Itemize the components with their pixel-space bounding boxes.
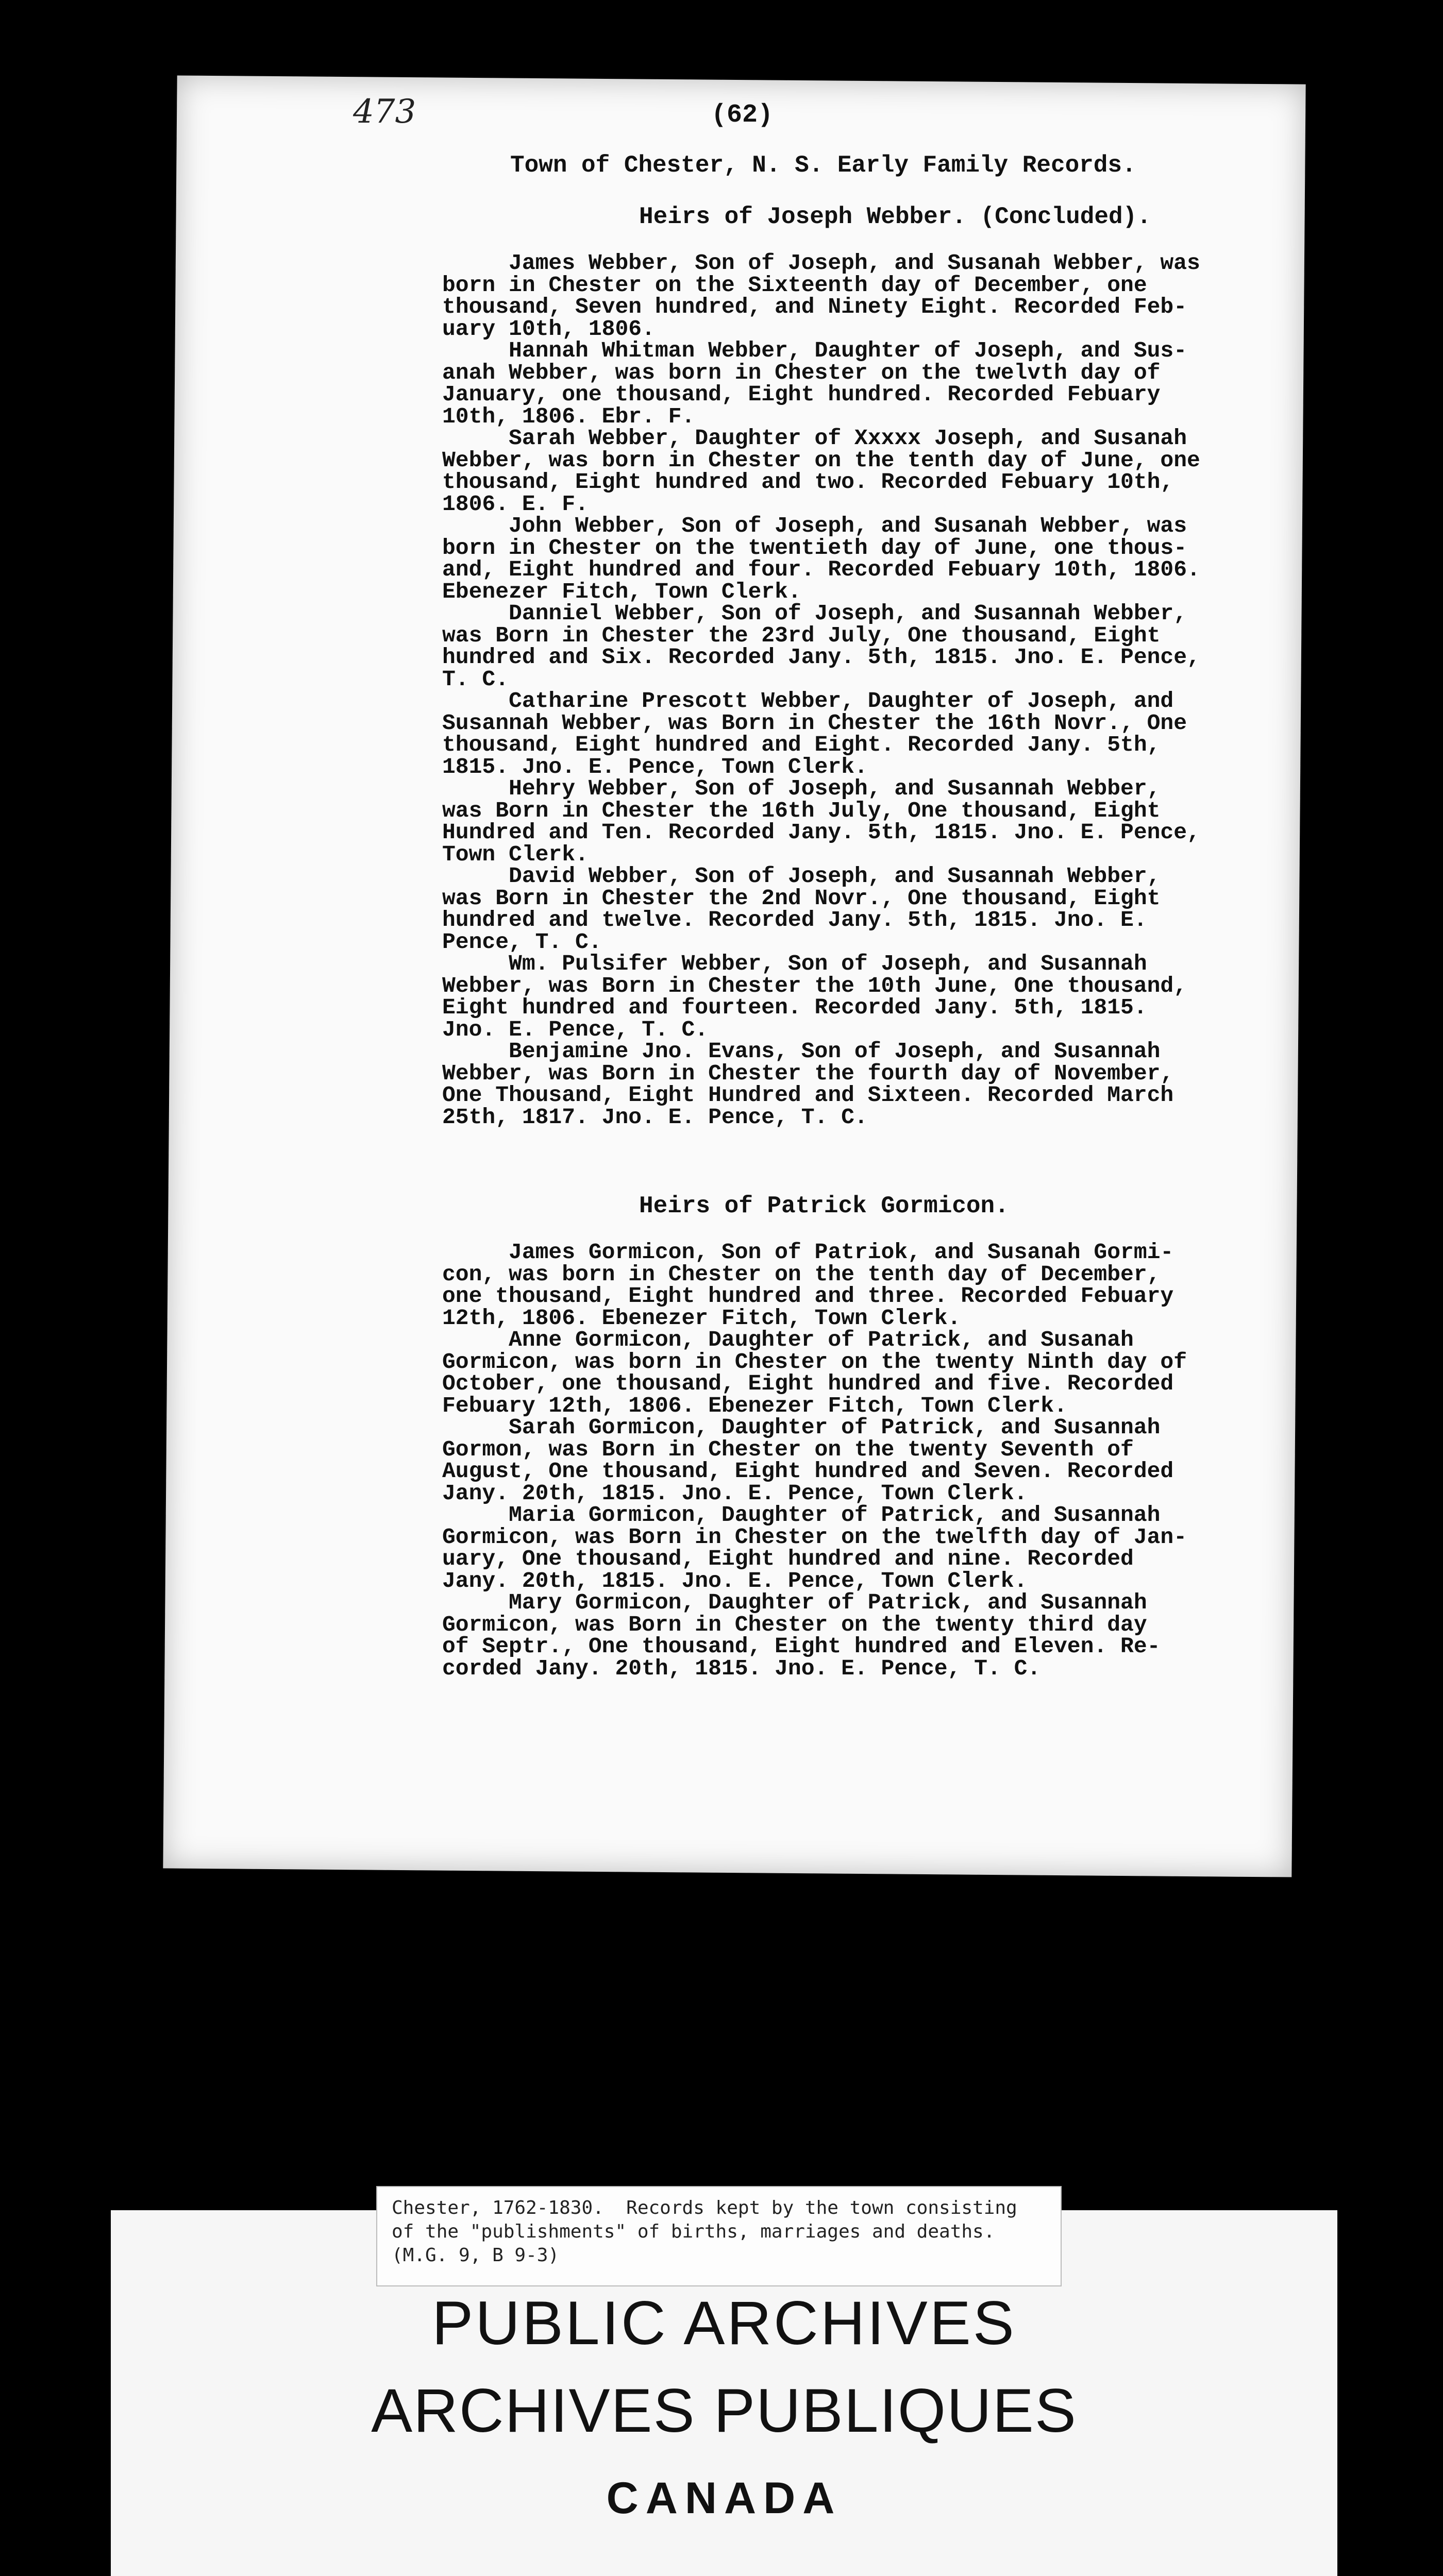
record-line: hundred and Six. Recorded Jany. 5th, 1815. Jno. E. Pence, bbox=[442, 645, 1200, 670]
record-line: 25th, 1817. Jno. E. Pence, T. C. bbox=[442, 1104, 868, 1130]
archive-description-note bbox=[376, 2186, 1062, 2286]
record-line: born in Chester on the twentieth day of June, one thous- bbox=[442, 535, 1187, 561]
record-line: Jany. 20th, 1815. Jno. E. Pence, Town Clerk. bbox=[442, 1568, 1028, 1594]
record-line: was Born in Chester the 16th July, One thousand, Eight bbox=[442, 798, 1161, 823]
record-line: Mary Gormicon, Daughter of Patrick, and Susannah bbox=[442, 1590, 1147, 1615]
record-line: uary 10th, 1806. bbox=[442, 316, 655, 342]
record-line: October, one thousand, Eight hundred and five. Recorded bbox=[442, 1371, 1174, 1396]
record-line: T. C. bbox=[442, 666, 509, 692]
record-line: 10th, 1806. Ebr. F. bbox=[442, 403, 695, 429]
page-number: (62) bbox=[711, 100, 774, 130]
record-line: Webber, was Born in Chester the fourth day of November, bbox=[442, 1060, 1174, 1086]
webber-records bbox=[442, 252, 1236, 1128]
record-line: 1815. Jno. E. Pence, Town Clerk. bbox=[442, 754, 868, 779]
record-line: Sarah Webber, Daughter of Xxxxx Joseph, and Susanah bbox=[442, 426, 1187, 451]
section-heading-gormicon: Heirs of Patrick Gormicon. bbox=[639, 1193, 1009, 1219]
record-line: Jno. E. Pence, T. C. bbox=[442, 1016, 709, 1042]
section-heading-webber: Heirs of Joseph Webber. (Concluded). bbox=[639, 204, 1151, 230]
record-line: January, one thousand, Eight hundred. Recorded Febuary bbox=[442, 382, 1161, 407]
record-line: Febuary 12th, 1806. Ebenezer Fitch, Town Clerk. bbox=[442, 1393, 1067, 1418]
record-line: Benjamine Jno. Evans, Son of Joseph, and Susannah bbox=[442, 1039, 1161, 1064]
archive-note-line: Chester, 1762-1830. Records kept by the town consisting bbox=[392, 2197, 1017, 2218]
record-line: born in Chester on the Sixteenth day of December, one bbox=[442, 272, 1147, 298]
record-line: was Born in Chester the 23rd July, One thousand, Eight bbox=[442, 622, 1161, 648]
record-line: Ebenezer Fitch, Town Clerk. bbox=[442, 579, 801, 604]
record-line: hundred and twelve. Recorded Jany. 5th, 1815. Jno. E. bbox=[442, 907, 1147, 933]
record-line: Hannah Whitman Webber, Daughter of Joseph, and Sus- bbox=[442, 338, 1187, 363]
record-line: James Gormicon, Son of Patriok, and Susanah Gormi- bbox=[442, 1240, 1174, 1265]
record-line: Catharine Prescott Webber, Daughter of Joseph, and bbox=[442, 688, 1174, 714]
record-line: Eight hundred and fourteen. Recorded Jany. 5th, 1815. bbox=[442, 995, 1147, 1020]
record-line: 1806. E. F. bbox=[442, 491, 589, 517]
record-line: Gormon, was Born in Chester on the twenty Seventh of bbox=[442, 1436, 1134, 1462]
record-line: August, One thousand, Eight hundred and Seven. Recorded bbox=[442, 1459, 1174, 1484]
record-line: Anne Gormicon, Daughter of Patrick, and Susanah bbox=[442, 1327, 1134, 1352]
record-line: Susannah Webber, was Born in Chester the 16th Novr., One bbox=[442, 710, 1187, 736]
record-line: Jany. 20th, 1815. Jno. E. Pence, Town Clerk. bbox=[442, 1480, 1028, 1506]
record-line: one thousand, Eight hundred and three. Recorded Febuary bbox=[442, 1283, 1174, 1309]
record-line: con, was born in Chester on the tenth day of December, bbox=[442, 1261, 1161, 1287]
record-line: Hehry Webber, Son of Joseph, and Susannah Webber, bbox=[442, 776, 1161, 801]
archive-note-line: of the "publishments" of births, marriages and deaths. bbox=[392, 2221, 995, 2242]
record-line: James Webber, Son of Joseph, and Susanah Webber, was bbox=[442, 250, 1200, 276]
record-line: of Septr., One thousand, Eight hundred and Eleven. Re- bbox=[442, 1634, 1161, 1659]
record-line: Maria Gormicon, Daughter of Patrick, and Susannah bbox=[442, 1502, 1161, 1528]
record-line: Sarah Gormicon, Daughter of Patrick, and Susannah bbox=[442, 1415, 1161, 1440]
record-line: thousand, Seven hundred, and Ninety Eight. Recorded Feb- bbox=[442, 294, 1187, 319]
record-line: Gormicon, was Born in Chester on the twelfth day of Jan- bbox=[442, 1524, 1187, 1550]
record-line: One Thousand, Eight Hundred and Sixteen. Recorded March bbox=[442, 1082, 1174, 1108]
record-line: Gormicon, was born in Chester on the twenty Ninth day of bbox=[442, 1349, 1187, 1375]
record-line: Gormicon, was Born in Chester on the twenty third day bbox=[442, 1612, 1147, 1637]
handwritten-page-number: 473 bbox=[353, 93, 416, 131]
record-line: John Webber, Son of Joseph, and Susanah Webber, was bbox=[442, 513, 1187, 538]
gormicon-records bbox=[442, 1242, 1236, 1680]
record-line: Webber, was born in Chester on the tenth day of June, one bbox=[442, 447, 1200, 473]
archive-name-english: PUBLIC ARCHIVES bbox=[432, 2289, 1016, 2358]
record-line: Pence, T. C. bbox=[442, 929, 602, 955]
record-line: Danniel Webber, Son of Joseph, and Susannah Webber, bbox=[442, 601, 1187, 626]
archive-country: CANADA bbox=[606, 2473, 842, 2523]
record-line: and, Eight hundred and four. Recorded Febuary 10th, 1806. bbox=[442, 557, 1200, 582]
record-line: Hundred and Ten. Recorded Jany. 5th, 1815. Jno. E. Pence, bbox=[442, 820, 1200, 845]
record-line: Wm. Pulsifer Webber, Son of Joseph, and Susannah bbox=[442, 951, 1147, 976]
record-line: corded Jany. 20th, 1815. Jno. E. Pence, T. C. bbox=[442, 1655, 1041, 1681]
document-title: Town of Chester, N. S. Early Family Records. bbox=[510, 152, 1136, 179]
archive-note-line: (M.G. 9, B 9-3) bbox=[392, 2245, 560, 2266]
record-line: Webber, was Born in Chester the 10th June, One thousand, bbox=[442, 973, 1187, 998]
record-line: uary, One thousand, Eight hundred and nine. Recorded bbox=[442, 1546, 1134, 1571]
record-line: thousand, Eight hundred and Eight. Recorded Jany. 5th, bbox=[442, 732, 1161, 757]
record-line: anah Webber, was born in Chester on the twelvth day of bbox=[442, 360, 1161, 385]
record-line: was Born in Chester the 2nd Novr., One thousand, Eight bbox=[442, 885, 1161, 911]
archive-name-french: ARCHIVES PUBLIQUES bbox=[371, 2376, 1077, 2445]
record-line: Town Clerk. bbox=[442, 841, 589, 867]
record-line: thousand, Eight hundred and two. Recorded Febuary 10th, bbox=[442, 469, 1174, 495]
record-line: David Webber, Son of Joseph, and Susannah Webber, bbox=[442, 863, 1161, 889]
record-line: 12th, 1806. Ebenezer Fitch, Town Clerk. bbox=[442, 1305, 961, 1331]
